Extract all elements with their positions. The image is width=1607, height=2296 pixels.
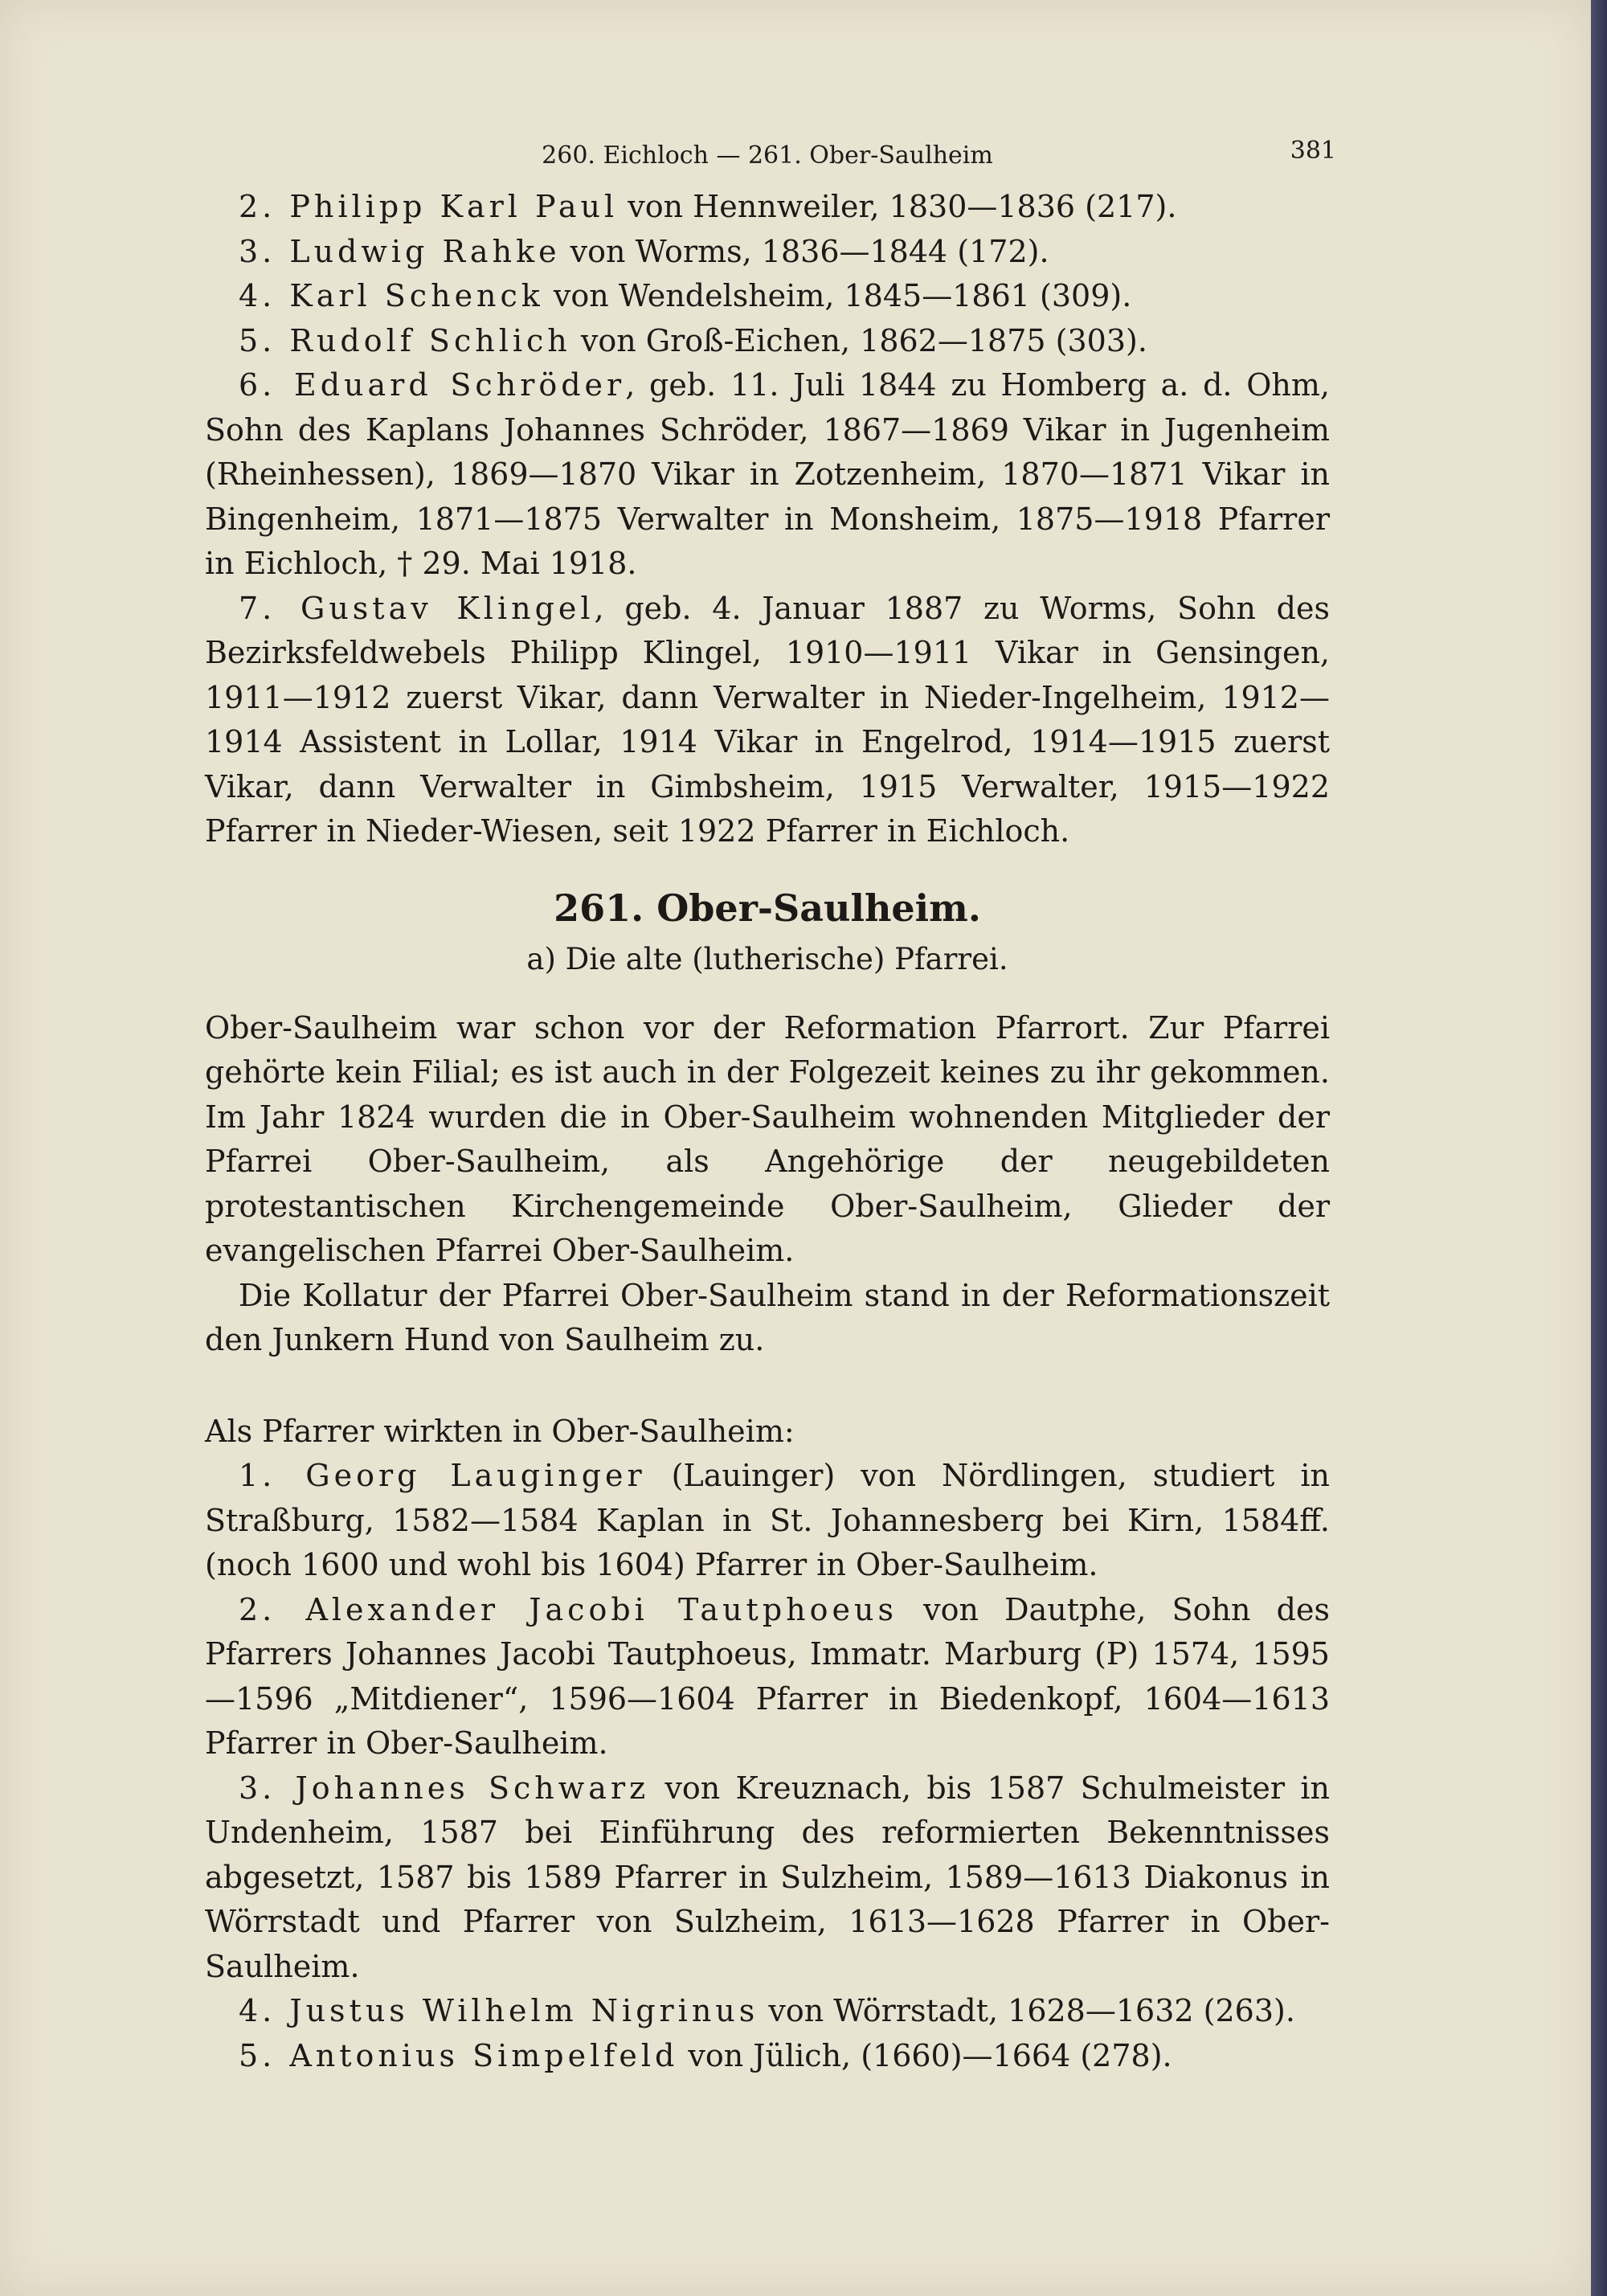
entry-text: , geb. 11. Juli 1844 zu Homberg a. d. Ohm, Sohn des Kaplans Johannes Schröder, 1867—1869 Vikar in Jugenheim (Rheinhessen), 1869—1870 Vikar in Zotzenheim, 1870—1871 Vikar in Bingenheim, 1871—1875 Verwalter in Monsheim, 1875—1918 Pfarrer in Eichloch, † 29. Mai 1918. bbox=[205, 367, 1330, 581]
entry-text: von Worms, 1836—1844 (172). bbox=[560, 233, 1049, 269]
pastor-name: 1. Georg Lauginger bbox=[239, 1458, 646, 1493]
entry-text: , geb. 4. Januar 1887 zu Worms, Sohn des Bezirksfeldwebels Philipp Klingel, 1910—1911 Vikar in Gensingen, 1911—1912 zuerst Vikar, dann Verwalter in Nieder-Ingelheim, 1912—1914 Assistent in Lollar, 1914 Vikar in Engelrod, 1914—1915 zuerst Vikar, dann Verwalter in Gimbsheim, 1915 Verwalter, 1915—1922 Pfarrer in Nieder-Wiesen, seit 1922 Pfarrer in Eichloch. bbox=[205, 590, 1330, 849]
pastor-name: 6. Eduard Schröder bbox=[239, 367, 626, 403]
section-subtitle: a) Die alte (lutherische) Pfarrei. bbox=[526, 942, 1008, 976]
pastor-name: 2. Alexander Jacobi Tautphoeus bbox=[239, 1591, 898, 1627]
pastor-name: 3. Ludwig Rahke bbox=[239, 233, 561, 269]
spacer bbox=[205, 1363, 1330, 1410]
page-text bbox=[205, 129, 1336, 2078]
entry-eichloch-6 bbox=[205, 363, 1330, 587]
entry-text: von Groß-Eichen, 1862—1875 (303). bbox=[570, 322, 1147, 358]
pastor-name: 3. Johannes Schwarz bbox=[239, 1770, 650, 1806]
pastor-name: 5. Rudolf Schlich bbox=[239, 322, 571, 358]
section-title: 261. Ober-Saulheim. bbox=[554, 886, 981, 930]
page-number: 381 bbox=[1290, 137, 1336, 165]
entry-eichloch-7 bbox=[205, 587, 1330, 854]
entry-saulheim-2 bbox=[205, 1588, 1330, 1766]
pastor-name: 4. Karl Schenck bbox=[239, 278, 544, 313]
paragraph-history: Ober-Saulheim war schon vor der Reformation Pfarrort. Zur Pfarrei gehörte kein Filial; es ist auch in der Folgezeit keines zu ihr gekommen. Im Jahr 1824 wurden die in Ober-Saulheim wohnenden Mitglieder der Pfarrei Ober-Saulheim, als Angehörige der neugebildeten protestantischen Kirchengemeinde Ober-Saulheim, Glieder der evangelischen Pfarrei Ober-Saulheim. bbox=[205, 1009, 1330, 1268]
pastor-name: 4. Justus Wilhelm Nigrinus bbox=[239, 1993, 759, 2028]
page-edge bbox=[1591, 0, 1607, 2296]
entry-eichloch-5 bbox=[205, 319, 1330, 364]
entry-text: von Wörrstadt, 1628—1632 (263). bbox=[759, 1993, 1295, 2028]
entry-text: (Lauinger) von Nördlingen, studiert in Straßburg, 1582—1584 Kaplan in St. Johannesberg bei Kirn, 1584ff. (noch 1600 und wohl bis 1604) Pfarrer in Ober-Saulheim. bbox=[205, 1458, 1331, 1582]
entry-eichloch-4 bbox=[205, 274, 1330, 319]
list-intro: Als Pfarrer wirkten in Ober-Saulheim: bbox=[205, 1413, 795, 1449]
page-header bbox=[205, 129, 1336, 185]
entry-saulheim-1 bbox=[205, 1454, 1330, 1588]
entry-saulheim-4 bbox=[205, 1989, 1330, 2034]
entry-text: von Kreuznach, bis 1587 Schulmeister in Undenheim, 1587 bei Einführung des reformierten Bekenntnisses abgesetzt, 1587 bis 1589 Pfarrer in Sulzheim, 1589—1613 Diakonus in Wörrstadt und Pfarrer von Sulzheim, 1613—1628 Pfarrer in Ober-Saulheim. bbox=[205, 1770, 1330, 1984]
entry-eichloch-2 bbox=[205, 185, 1330, 230]
paragraph-kollatur: Die Kollatur der Pfarrei Ober-Saulheim stand in der Reformationszeit den Junkern Hund von Saulheim zu. bbox=[205, 1277, 1330, 1357]
entry-text: von Dautphe, Sohn des Pfarrers Johannes Jacobi Tautphoeus, Immatr. Marburg (P) 1574, 1595—1596 „Mitdiener“, 1596—1604 Pfarrer in Biedenkopf, 1604—1613 Pfarrer in Ober-Saulheim. bbox=[205, 1591, 1330, 1761]
pastor-name: 7. Gustav Klingel bbox=[239, 590, 595, 626]
entry-eichloch-3 bbox=[205, 230, 1330, 275]
pastor-name: 2. Philipp Karl Paul bbox=[239, 189, 619, 224]
pastor-name: 5. Antonius Simpelfeld bbox=[239, 2037, 679, 2073]
entry-saulheim-3 bbox=[205, 1766, 1330, 1990]
entry-text: von Wendelsheim, 1845—1861 (309). bbox=[543, 278, 1132, 313]
running-title: 260. Eichloch — 261. Ober-Saulheim bbox=[542, 141, 993, 170]
entry-text: von Hennweiler, 1830—1836 (217). bbox=[618, 189, 1177, 224]
entry-text: von Jülich, (1660)—1664 (278). bbox=[678, 2037, 1172, 2073]
entry-saulheim-5 bbox=[205, 2034, 1330, 2079]
